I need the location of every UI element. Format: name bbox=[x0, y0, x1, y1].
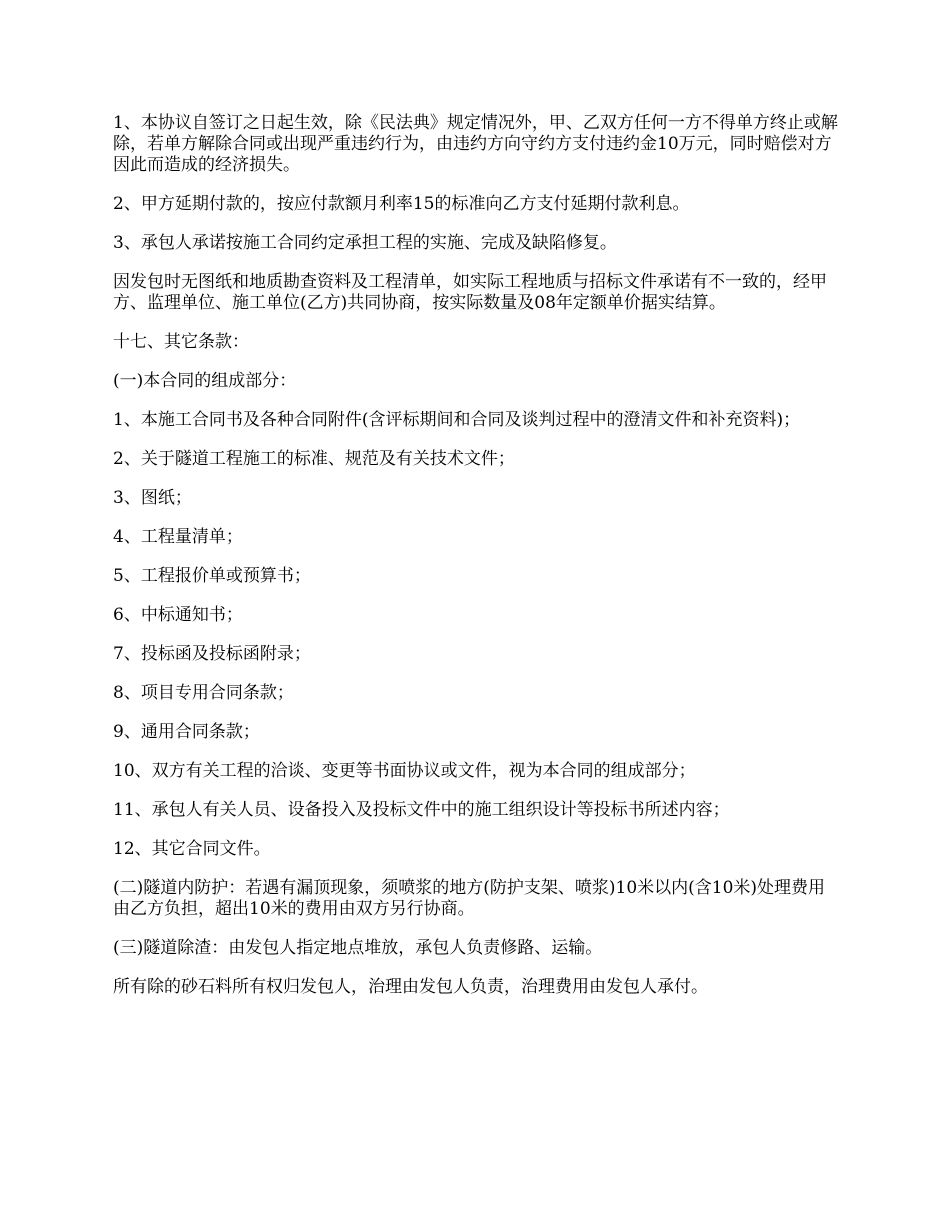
clause-2-late-payment: 2、甲方延期付款的，按应付款额月利率15的标准向乙方支付延期付款利息。 bbox=[113, 194, 690, 214]
list-item: 9、通用合同条款； bbox=[113, 722, 260, 742]
material-ownership-paragraph: 所有除的砂石料所有权归发包人，治理由发包人负责，治理费用由发包人承付。 bbox=[113, 977, 708, 997]
list-item: 10、双方有关工程的洽谈、变更等书面协议或文件，视为本合同的组成部分； bbox=[113, 761, 696, 781]
list-item: 6、中标通知书； bbox=[113, 605, 243, 625]
list-item: 2、关于隧道工程施工的标准、规范及有关技术文件； bbox=[113, 449, 515, 469]
tunnel-debris-paragraph: (三)隧道除渣：由发包人指定地点堆放，承包人负责修路、运输。 bbox=[113, 938, 603, 958]
list-item: 3、图纸； bbox=[113, 488, 192, 508]
tunnel-protection-paragraph: (二)隧道内防护：若遇有漏顶现象，须喷浆的地方(防护支架、喷浆)10米以内(含10米)处理费用由乙方负担，超出10米的费用由双方另行协商。 bbox=[113, 878, 826, 919]
list-item: 7、投标函及投标函附录； bbox=[113, 644, 311, 664]
document-body bbox=[113, 113, 838, 1016]
clause-3-contractor-commitment: 3、承包人承诺按施工合同约定承担工程的实施、完成及缺陷修复。 bbox=[113, 233, 617, 253]
settlement-paragraph: 因发包时无图纸和地质勘查资料及工程清单，如实际工程地质与招标文件承诺有不一致的，经甲方、监理单位、施工单位(乙方)共同协商，按实际数量及08年定额单价据实结算。 bbox=[113, 272, 827, 313]
list-item: 5、工程报价单或预算书； bbox=[113, 566, 311, 586]
list-item: 12、其它合同文件。 bbox=[113, 839, 271, 859]
section-heading-other-terms: 十七、其它条款： bbox=[113, 332, 249, 352]
clause-1-effectiveness: 1、本协议自签订之日起生效，除《民法典》规定情况外，甲、乙双方任何一方不得单方终止或解除，若单方解除合同或出现严重违约行为，由违约方向守约方支付违约金10万元，同时赔偿对方因此而造成的经济损失。 bbox=[113, 113, 838, 175]
list-item: 4、工程量清单； bbox=[113, 527, 243, 547]
subsection-heading-components: (一)本合同的组成部分： bbox=[113, 371, 297, 391]
list-item: 8、项目专用合同条款； bbox=[113, 683, 294, 703]
list-item: 11、承包人有关人员、设备投入及投标文件中的施工组织设计等投标书所述内容； bbox=[113, 800, 730, 820]
list-item: 1、本施工合同书及各种合同附件(含评标期间和合同及谈判过程中的澄清文件和补充资料)； bbox=[113, 410, 801, 430]
